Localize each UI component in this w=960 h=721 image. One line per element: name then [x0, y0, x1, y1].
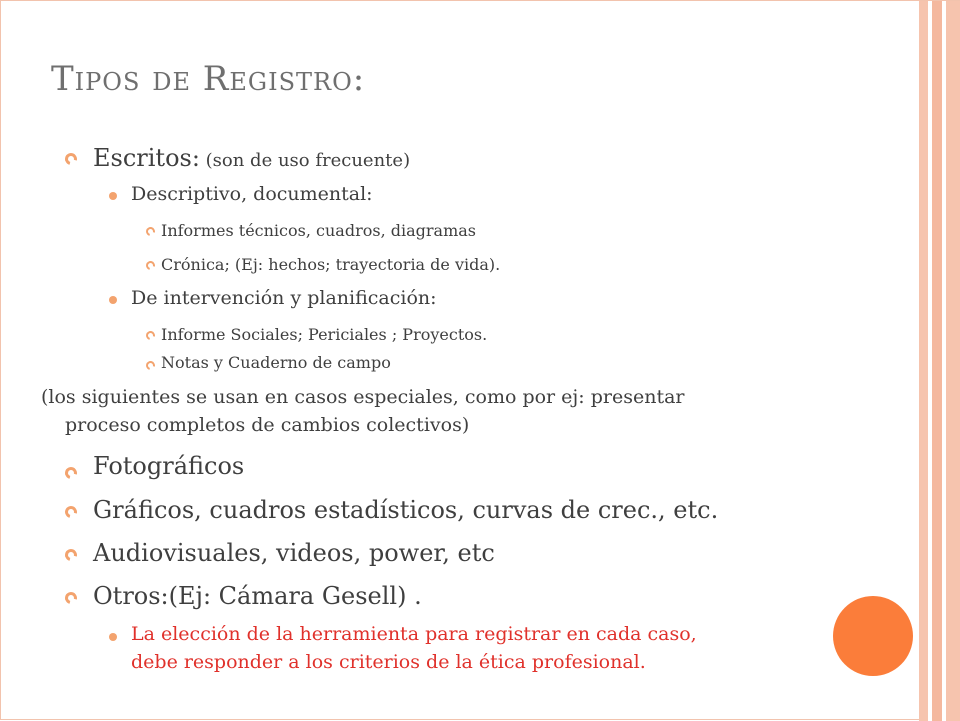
- bullet-icon: [109, 192, 117, 200]
- item-audiovisuales: Audiovisuales, videos, power, etc: [93, 539, 495, 567]
- bullet-icon: [109, 296, 117, 304]
- item-graficos: Gráficos, cuadros estadísticos, curvas de crec., etc.: [93, 496, 719, 524]
- item-fotograficos: Fotográficos: [93, 452, 245, 480]
- slide-title: Tipos de Registro:: [51, 59, 366, 99]
- bullet-icon: [63, 547, 79, 563]
- decorative-circle: [833, 596, 913, 676]
- side-stripe: [946, 1, 960, 721]
- item-intervencion: De intervención y planificación:: [131, 287, 437, 309]
- item-notas: Notas y Cuaderno de campo: [161, 353, 391, 372]
- item-escritos: [93, 144, 410, 172]
- item-eleccion-line-1: La elección de la herramienta para registrar en cada caso,: [131, 623, 697, 645]
- bullet-icon: [63, 151, 79, 167]
- bullet-icon: [144, 225, 156, 237]
- bullet-icon: [63, 465, 79, 481]
- bullet-icon: [63, 590, 79, 606]
- item-note: (son de uso frecuente): [199, 150, 411, 171]
- item-otros: Otros:(Ej: Cámara Gesell) .: [93, 582, 422, 610]
- item-descriptivo: Descriptivo, documental:: [131, 183, 373, 205]
- side-stripe: [919, 1, 928, 721]
- bullet-icon: [109, 633, 117, 641]
- item-informes: Informes técnicos, cuadros, diagramas: [161, 221, 476, 240]
- note-line-2: proceso completos de cambios colectivos): [65, 414, 470, 436]
- bullet-icon: [144, 359, 156, 371]
- side-stripe: [932, 1, 942, 721]
- note-line-1: (los siguientes se usan en casos especiales, como por ej: presentar: [41, 386, 685, 408]
- bullet-icon: [63, 504, 79, 520]
- item-eleccion-line-2: debe responder a los criterios de la ética profesional.: [131, 651, 646, 673]
- item-informe-sociales: Informe Sociales; Periciales ; Proyectos.: [161, 325, 488, 344]
- bullet-icon: [144, 329, 156, 341]
- item-cronica: Crónica; (Ej: hechos; trayectoria de vida).: [161, 255, 501, 274]
- bullet-icon: [144, 259, 156, 271]
- item-label: Escritos:: [93, 144, 200, 172]
